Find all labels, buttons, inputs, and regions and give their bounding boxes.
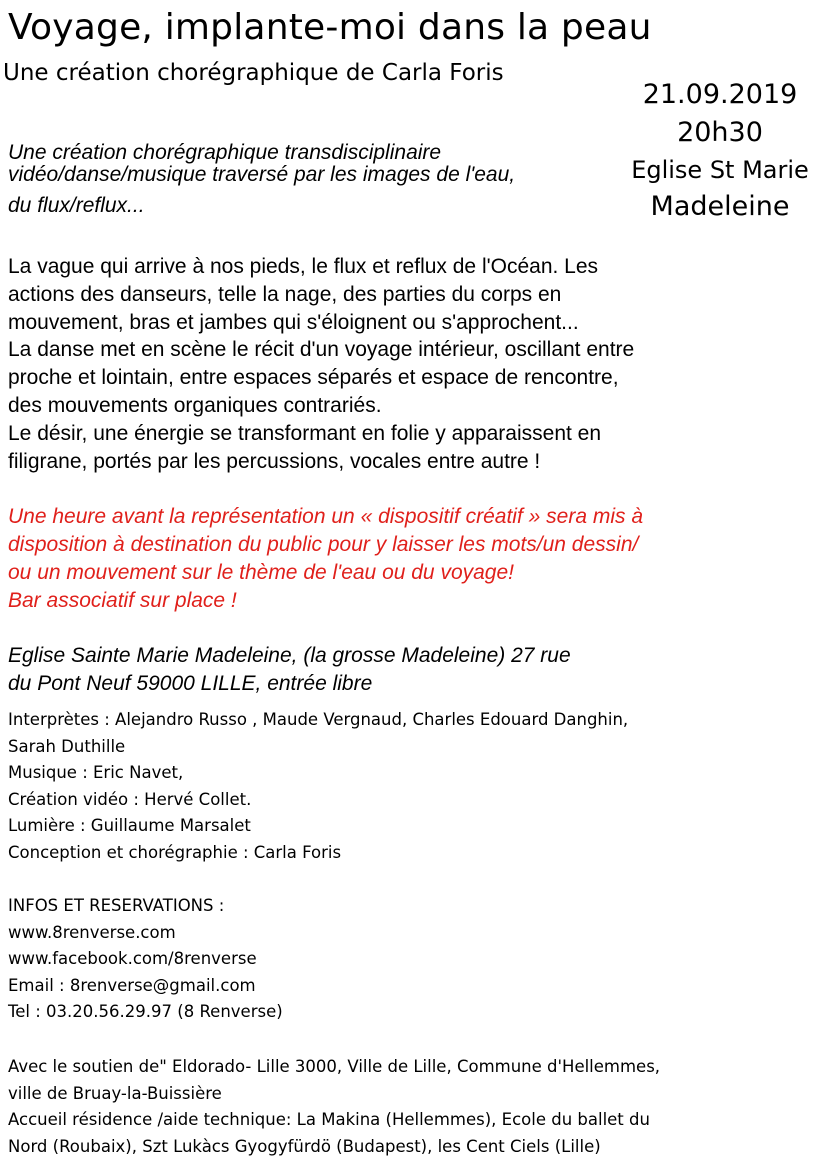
intro-line: vidéo/danse/musique traversé par les images de l'eau,	[8, 163, 516, 186]
support-paragraph	[8, 1054, 660, 1160]
event-info	[620, 76, 820, 226]
description-line: mouvement, bras et jambes qui s'éloignent ou s'approchent...	[8, 310, 579, 334]
description-line: La danse met en scène le récit d'un voyage intérieur, oscillant entre	[8, 338, 635, 362]
credits-list	[8, 707, 628, 866]
credits-line: Lumière : Guillaume Marsalet	[8, 816, 251, 835]
event-date: 21.09.2019	[642, 79, 798, 110]
support-line: Nord (Roubaix), Szt Lukàcs Gyogyfürdö (Budapest), les Cent Ciels (Lille)	[8, 1136, 601, 1156]
announcement-line: disposition à destination du public pour y laisser les mots/un dessin/	[8, 533, 639, 556]
email-link[interactable]: Email : 8renverse@gmail.com	[8, 975, 256, 995]
facebook-link[interactable]: www.facebook.com/8renverse	[8, 949, 257, 968]
event-place-line-2: Madeleine	[650, 191, 790, 222]
intro-line: Une création chorégraphique transdisciplinaire	[8, 141, 442, 164]
description-line: proche et lointain, entre espaces séparés et espace de rencontre,	[8, 366, 619, 390]
description-line: actions des danseurs, telle la nage, des parties du corps en	[8, 282, 562, 306]
description-line: Le désir, une énergie se transformant en folie y apparaissent en	[8, 421, 602, 445]
phone-number: Tel : 03.20.56.29.97 (8 Renverse)	[8, 1002, 283, 1021]
credits-line: Interprètes : Alejandro Russo , Maude Vergnaud, Charles Edouard Danghin,	[8, 710, 629, 729]
credits-line: Sarah Duthille	[8, 736, 126, 756]
intro-paragraph	[8, 142, 515, 219]
announcement-line: ou un mouvement sur le thème de l'eau ou du voyage!	[8, 561, 514, 584]
page-title: Voyage, implante-moi dans la peau	[8, 7, 652, 48]
announcement-line: Bar associatif sur place !	[8, 589, 237, 612]
credits-line: Musique : Eric Navet,	[8, 763, 184, 782]
description-line: La vague qui arrive à nos pieds, le flux et reflux de l'Océan. Les	[8, 255, 599, 278]
intro-line: du flux/reflux...	[8, 194, 145, 217]
address-line: du Pont Neuf 59000 LILLE, entrée libre	[8, 672, 373, 695]
venue-address	[8, 642, 571, 698]
support-line: Avec le soutien de" Eldorado- Lille 3000, Ville de Lille, Commune d'Hellemmes,	[8, 1057, 661, 1076]
description-paragraph	[8, 253, 634, 475]
announcement-paragraph	[8, 503, 643, 615]
event-place-line-1: Eglise St Marie	[631, 156, 809, 184]
credits-line: Conception et chorégraphie : Carla Foris	[8, 842, 342, 862]
address-line: Eglise Sainte Marie Madeleine, (la grosse Madeleine) 27 rue	[8, 644, 571, 667]
announcement-line: Une heure avant la représentation un « dispositif créatif » sera mis à	[8, 505, 644, 528]
website-link[interactable]: www.8renverse.com	[8, 922, 176, 942]
event-time: 20h30	[677, 117, 763, 148]
credits-line: Création vidéo : Hervé Collet.	[8, 789, 252, 809]
description-line: filigrane, portés par les percussions, vocales entre autre !	[8, 449, 541, 473]
contact-heading: INFOS ET RESERVATIONS :	[8, 896, 225, 915]
support-line: Accueil résidence /aide technique: La Makina (Hellemmes), Ecole du ballet du	[8, 1110, 650, 1129]
page-subtitle: Une création chorégraphique de Carla Foris	[3, 60, 504, 86]
support-line: ville de Bruay-la-Buissière	[8, 1083, 222, 1103]
contact-info	[8, 893, 283, 1026]
description-line: des mouvements organiques contrariés.	[8, 393, 382, 417]
